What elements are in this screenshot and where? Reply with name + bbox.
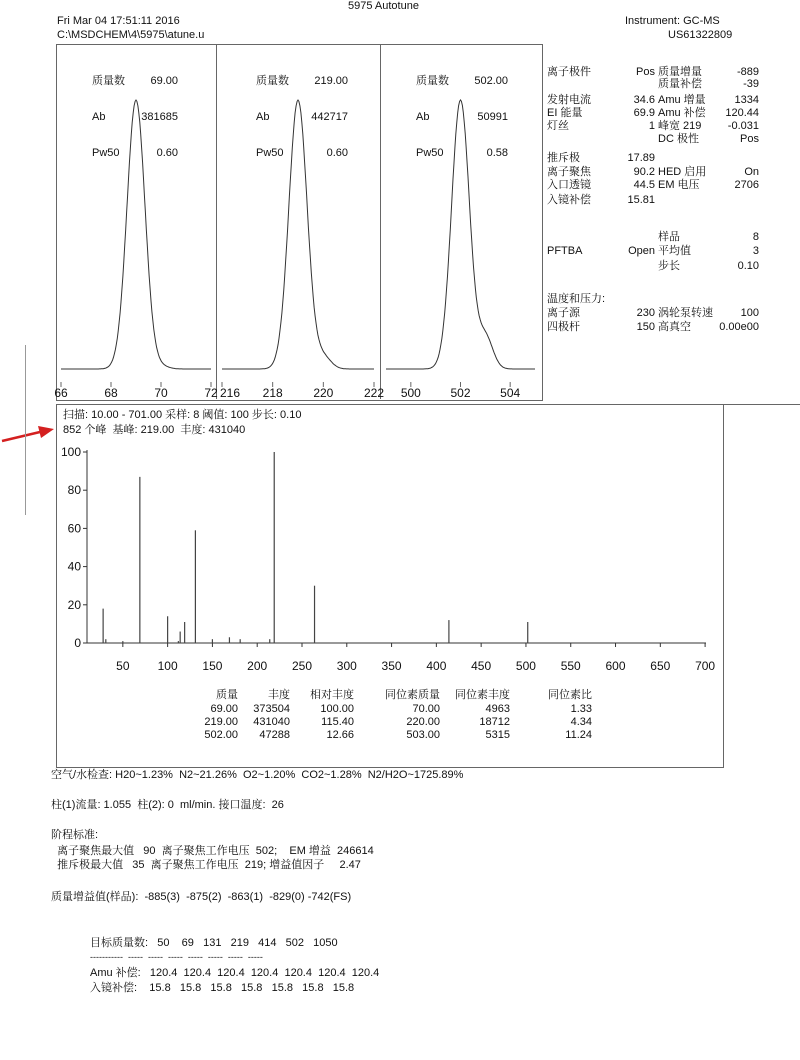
- table-cell: 502.00: [204, 729, 238, 741]
- x-tick-label: 250: [291, 659, 313, 673]
- param-a-8-label: 入口透镜: [547, 179, 591, 191]
- param-c-0-label-2: 涡轮泵转速: [658, 307, 713, 319]
- param-a-3-label-2: Amu 补偿: [658, 107, 706, 119]
- ion-ratio-table: [180, 689, 600, 749]
- peak-2-ab-label: Ab: [256, 111, 270, 123]
- x-tick-label: 700: [695, 659, 716, 673]
- param-b-0-label-2: 样品: [658, 231, 680, 243]
- table-cell: 4963: [485, 703, 510, 715]
- table-cell: 47288: [259, 729, 290, 741]
- param-c-0-value-2: 100: [740, 307, 759, 319]
- param-a-4-value-2: -0.031: [727, 120, 759, 132]
- param-b-2-label-2: 步长: [658, 260, 680, 272]
- x-tick-label: 500: [515, 659, 536, 673]
- peak-1-ab: 381685: [141, 111, 178, 123]
- x-tick-label: 450: [471, 659, 492, 673]
- peak-1-ab-label: Ab: [92, 111, 106, 123]
- table-cell: 373504: [253, 703, 290, 715]
- x-tick-label: 350: [381, 659, 402, 673]
- table-cell: 11.24: [565, 729, 592, 741]
- table-cell: 18712: [479, 716, 510, 728]
- x-tick-label: 650: [650, 659, 671, 673]
- peak-1-pw-label: Pw50: [92, 147, 120, 159]
- peak-1-tick-label: 70: [154, 386, 168, 400]
- table-cell: 12.66: [326, 729, 354, 741]
- peak-2-tick-label: 216: [220, 386, 241, 400]
- table-separator: ----------- ----- ----- ----- ----- ----- ----- -----: [90, 952, 263, 962]
- table-cell: 431040: [253, 716, 290, 728]
- peak-3-tick-label: 502: [450, 386, 471, 400]
- table-header: 同位素质量: [385, 689, 440, 701]
- table-cell: 70.00: [412, 703, 440, 715]
- param-c-1-value-2: 0.00e00: [719, 321, 759, 333]
- lens-offset-row: 入镜补偿: 15.8 15.8 15.8 15.8 15.8 15.8 15.8: [90, 982, 355, 994]
- param-a-5-value-2: Pos: [740, 133, 759, 145]
- param-a-4-label-2: 峰宽 219: [658, 120, 702, 132]
- param-a-7-value-2: On: [744, 166, 759, 178]
- peak-3-tick-label: 504: [500, 386, 521, 400]
- peak-2-tick-label: 218: [262, 386, 283, 400]
- table-header: 相对丰度: [310, 689, 354, 701]
- param-a-3-value: 69.9: [633, 107, 655, 119]
- param-b-1-label-2: 平均值: [658, 245, 691, 257]
- x-tick-label: 200: [247, 659, 268, 673]
- param-b-1-label: PFTBA: [547, 245, 583, 257]
- ladder-line-1: 离子聚焦最大值 90 离子聚焦工作电压 502; EM 增益 246614: [51, 845, 374, 857]
- peak-2-ab: 442717: [311, 111, 348, 123]
- param-a-9-label: 入镜补偿: [547, 194, 591, 206]
- peak-3-mass-label: 质量数: [416, 75, 449, 87]
- peak-3-pw-label: Pw50: [416, 147, 444, 159]
- param-a-4-value: 1: [648, 120, 655, 132]
- param-c-1-label-2: 高真空: [658, 321, 691, 333]
- y-tick-label: 100: [60, 445, 81, 459]
- param-a-4-label: 灯丝: [547, 120, 569, 132]
- peak-1-tick-label: 66: [54, 386, 68, 400]
- scan-info-line2: 852 个峰 基峰: 219.00 丰度: 431040: [63, 424, 246, 436]
- table-cell: 100.00: [320, 703, 354, 715]
- param-c-0-label: 离子源: [547, 307, 580, 319]
- peak-3-tick-label: 500: [400, 386, 421, 400]
- target-masses: 目标质量数: 50 69 131 219 414 502 1050: [90, 937, 338, 949]
- table-cell: 220.00: [406, 716, 440, 728]
- table-cell: 219.00: [204, 716, 238, 728]
- peak-2-pw-label: Pw50: [256, 147, 284, 159]
- mass-gain-values: 质量增益值(样品): -885(3) -875(2) -863(1) -829(0) -742(FS): [51, 891, 352, 903]
- peak-2-mass: 219.00: [314, 75, 348, 87]
- y-tick-label: 20: [67, 597, 81, 612]
- x-tick-label: 150: [202, 659, 223, 673]
- scan-info-line1: 扫描: 10.00 - 701.00 采样: 8 阈值: 100 步长: 0.10: [63, 409, 302, 421]
- param-a-3-label: EI 能量: [547, 107, 583, 119]
- instrument-label: Instrument: GC-MS: [625, 15, 720, 27]
- param-a-2-value-2: 1334: [734, 94, 759, 106]
- table-cell: 69.00: [210, 703, 238, 715]
- param-a-8-label-2: EM 电压: [658, 179, 700, 191]
- param-a-7-label: 离子聚焦: [547, 166, 591, 178]
- param-c-1-label: 四极杆: [547, 321, 580, 333]
- param-a-8-value: 44.5: [633, 179, 655, 191]
- x-tick-label: 50: [116, 659, 130, 673]
- x-tick-label: 550: [560, 659, 581, 673]
- param-a-9-value: 15.81: [627, 194, 655, 206]
- param-a-2-label: 发射电流: [547, 94, 591, 106]
- peak-1-mass-label: 质量数: [92, 75, 125, 87]
- ladder-line-2: 推斥极最大值 35 离子聚焦工作电压 219; 增益值因子 2.47: [51, 859, 361, 871]
- param-a-2-value: 34.6: [633, 94, 655, 106]
- param-b-2-value-2: 0.10: [737, 260, 759, 272]
- param-a-0-label: 离子极件: [547, 66, 591, 78]
- peak-2-tick-label: 222: [363, 386, 385, 400]
- param-a-1-label-2: 质量补偿: [658, 78, 702, 90]
- y-tick-label: 80: [67, 483, 81, 498]
- table-cell: 4.34: [570, 716, 592, 728]
- param-b-1-value: Open: [628, 245, 655, 257]
- param-a-3-value-2: 120.44: [725, 107, 759, 119]
- x-tick-label: 300: [336, 659, 357, 673]
- param-a-7-label-2: HED 启用: [658, 166, 707, 178]
- table-cell: 115.40: [321, 716, 354, 728]
- x-tick-label: 400: [426, 659, 447, 673]
- param-b-0-value-2: 8: [752, 231, 759, 243]
- method-path: C:\MSDCHEM\4\5975\atune.u: [57, 29, 205, 41]
- instrument-serial: US61322809: [668, 29, 733, 41]
- peak-3-mass: 502.00: [474, 75, 508, 87]
- peak-1-tick-label: 72: [204, 386, 218, 400]
- peak-1-pw: 0.60: [156, 147, 178, 159]
- peak-3-ab: 50991: [477, 111, 508, 123]
- param-a-5-label-2: DC 极性: [658, 133, 699, 145]
- column-flow: 柱(1)流量: 1.055 柱(2): 0 ml/min. 接口温度: 26: [51, 799, 284, 811]
- param-a-2-label-2: Amu 增量: [658, 94, 706, 106]
- table-header: 质量: [216, 689, 238, 701]
- ladder-title: 阶程标准:: [51, 829, 99, 841]
- param-a-6-value: 17.89: [627, 152, 655, 164]
- report-title: 5975 Autotune: [348, 0, 419, 12]
- peak-3-ab-label: Ab: [416, 111, 430, 123]
- report-datetime: Fri Mar 04 17:51:11 2016: [57, 15, 180, 27]
- param-a-0-value-2: -889: [736, 66, 759, 78]
- param-b-1-value-2: 3: [752, 245, 759, 257]
- peak-3-pw: 0.58: [486, 147, 508, 159]
- table-cell: 1.33: [570, 703, 592, 715]
- param-a-8-value-2: 2706: [734, 179, 759, 191]
- table-header: 同位素丰度: [455, 689, 510, 701]
- y-tick-label: 0: [74, 636, 81, 650]
- table-cell: 503.00: [406, 729, 440, 741]
- param-a-7-value: 90.2: [633, 166, 655, 178]
- param-c-0-value: 230: [636, 307, 655, 319]
- peak-2-tick-label: 220: [313, 386, 334, 400]
- y-tick-label: 40: [67, 559, 81, 574]
- peak-2-pw: 0.60: [326, 147, 348, 159]
- peak-1-mass: 69.00: [150, 75, 178, 87]
- param-a-6-label: 推斥极: [547, 152, 580, 164]
- air-water-check: 空气/水检查: H20~1.23% N2~21.26% O2~1.20% CO2~1.28% N2/H2O~1725.89%: [51, 769, 464, 781]
- amu-offset-row: Amu 补偿: 120.4 120.4 120.4 120.4 120.4 120.4 120.4: [90, 967, 380, 979]
- param-a-0-value: Pos: [636, 66, 655, 78]
- x-tick-label: 600: [605, 659, 626, 673]
- param-c-1-value: 150: [636, 321, 655, 333]
- table-header: 丰度: [268, 689, 290, 701]
- peak-1-tick-label: 68: [104, 386, 118, 400]
- peak-2-mass-label: 质量数: [256, 75, 289, 87]
- param-a-0-label-2: 质量增量: [658, 66, 702, 78]
- y-tick-label: 60: [67, 521, 81, 536]
- temp-pressure-title: 温度和压力:: [547, 293, 606, 305]
- table-header: 同位素比: [548, 689, 592, 701]
- param-a-1-value-2: -39: [743, 78, 759, 90]
- x-tick-label: 100: [157, 659, 178, 673]
- table-cell: 5315: [485, 729, 510, 741]
